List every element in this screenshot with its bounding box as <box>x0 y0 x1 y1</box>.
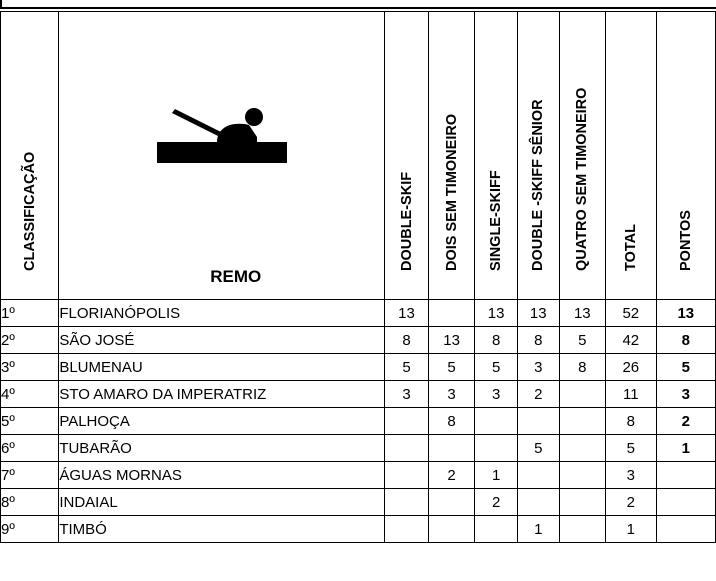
total-cell: 3 <box>606 462 656 489</box>
table-row <box>1 489 716 516</box>
pontos-cell <box>656 489 715 516</box>
position-cell: 9º <box>1 516 59 543</box>
total-cell: 11 <box>606 381 656 408</box>
total-cell: 26 <box>606 354 656 381</box>
single-skiff-cell <box>475 408 518 435</box>
double-skif-cell <box>385 489 429 516</box>
dois-sem-timoneiro-cell: 5 <box>428 354 475 381</box>
remo-label: REMO <box>210 267 262 286</box>
double-skif-cell: 8 <box>385 327 429 354</box>
double-skiff-senior-cell: 8 <box>517 327 559 354</box>
single-skiff-cell: 3 <box>475 381 518 408</box>
dois-sem-timoneiro-cell: 13 <box>428 327 475 354</box>
total-cell: 1 <box>606 516 656 543</box>
table-row <box>1 354 716 381</box>
double-skif-cell <box>385 462 429 489</box>
position-cell: 5º <box>1 408 59 435</box>
header-classificacao: CLASSIFICAÇÃO <box>1 12 59 300</box>
table-row <box>1 300 716 327</box>
total-cell: 2 <box>606 489 656 516</box>
double-skif-cell <box>385 408 429 435</box>
dois-sem-timoneiro-cell: 3 <box>428 381 475 408</box>
city-cell: STO AMARO DA IMPERATRIZ <box>59 381 385 408</box>
pontos-cell: 13 <box>656 300 715 327</box>
pontos-cell <box>656 462 715 489</box>
double-skiff-senior-cell: 3 <box>517 354 559 381</box>
city-cell: ÁGUAS MORNAS <box>59 462 385 489</box>
double-skiff-senior-cell <box>517 489 559 516</box>
pontos-cell: 2 <box>656 408 715 435</box>
header-single-skiff: SINGLE-SKIFF <box>475 12 518 300</box>
pontos-cell: 3 <box>656 381 715 408</box>
quatro-sem-timoneiro-cell: 5 <box>559 327 606 354</box>
quatro-sem-timoneiro-cell <box>559 381 606 408</box>
header-row <box>1 12 716 300</box>
table-row <box>1 462 716 489</box>
city-cell: TUBARÃO <box>59 435 385 462</box>
table-row <box>1 327 716 354</box>
quatro-sem-timoneiro-cell <box>559 516 606 543</box>
total-cell: 52 <box>606 300 656 327</box>
quatro-sem-timoneiro-cell <box>559 462 606 489</box>
header-pontos: PONTOS <box>656 12 715 300</box>
dois-sem-timoneiro-cell: 2 <box>428 462 475 489</box>
double-skif-cell <box>385 435 429 462</box>
double-skif-cell <box>385 516 429 543</box>
single-skiff-cell: 2 <box>475 489 518 516</box>
dois-sem-timoneiro-cell <box>428 300 475 327</box>
total-cell: 8 <box>606 408 656 435</box>
table-row <box>1 516 716 543</box>
pontos-cell: 8 <box>656 327 715 354</box>
header-dois-sem-timoneiro: DOIS SEM TIMONEIRO <box>428 12 475 300</box>
quatro-sem-timoneiro-cell <box>559 408 606 435</box>
double-skif-cell: 13 <box>385 300 429 327</box>
city-cell: SÃO JOSÉ <box>59 327 385 354</box>
city-cell: BLUMENAU <box>59 354 385 381</box>
position-cell: 3º <box>1 354 59 381</box>
double-skif-cell: 5 <box>385 354 429 381</box>
double-skif-cell: 3 <box>385 381 429 408</box>
pontos-cell: 5 <box>656 354 715 381</box>
results-table <box>0 11 716 543</box>
double-skiff-senior-cell <box>517 462 559 489</box>
position-cell: 2º <box>1 327 59 354</box>
dois-sem-timoneiro-cell <box>428 489 475 516</box>
single-skiff-cell: 13 <box>475 300 518 327</box>
dois-sem-timoneiro-cell <box>428 435 475 462</box>
position-cell: 8º <box>1 489 59 516</box>
header-double-skif: DOUBLE-SKIF <box>385 12 429 300</box>
single-skiff-cell: 5 <box>475 354 518 381</box>
position-cell: 1º <box>1 300 59 327</box>
single-skiff-cell: 8 <box>475 327 518 354</box>
city-cell: PALHOÇA <box>59 408 385 435</box>
double-skiff-senior-cell: 2 <box>517 381 559 408</box>
double-skiff-senior-cell: 1 <box>517 516 559 543</box>
double-skiff-senior-cell: 13 <box>517 300 559 327</box>
double-skiff-senior-cell <box>517 408 559 435</box>
quatro-sem-timoneiro-cell <box>559 489 606 516</box>
table-row <box>1 435 716 462</box>
city-cell: TIMBÓ <box>59 516 385 543</box>
double-skiff-senior-cell: 5 <box>517 435 559 462</box>
dois-sem-timoneiro-cell <box>428 516 475 543</box>
total-cell: 5 <box>606 435 656 462</box>
single-skiff-cell <box>475 516 518 543</box>
city-cell: FLORIANÓPOLIS <box>59 300 385 327</box>
header-remo <box>59 12 385 300</box>
header-double-skiff-senior: DOUBLE -SKIFF SÊNIOR <box>517 12 559 300</box>
table-row <box>1 408 716 435</box>
header-total: TOTAL <box>606 12 656 300</box>
position-cell: 4º <box>1 381 59 408</box>
total-cell: 42 <box>606 327 656 354</box>
pontos-cell: 1 <box>656 435 715 462</box>
top-border <box>0 0 716 9</box>
position-cell: 7º <box>1 462 59 489</box>
rowing-icon <box>157 107 287 163</box>
city-cell: INDAIAL <box>59 489 385 516</box>
single-skiff-cell <box>475 435 518 462</box>
pontos-cell <box>656 516 715 543</box>
header-quatro-sem-timoneiro: QUATRO SEM TIMONEIRO <box>559 12 606 300</box>
single-skiff-cell: 1 <box>475 462 518 489</box>
table-row <box>1 381 716 408</box>
quatro-sem-timoneiro-cell: 8 <box>559 354 606 381</box>
position-cell: 6º <box>1 435 59 462</box>
quatro-sem-timoneiro-cell <box>559 435 606 462</box>
dois-sem-timoneiro-cell: 8 <box>428 408 475 435</box>
quatro-sem-timoneiro-cell: 13 <box>559 300 606 327</box>
